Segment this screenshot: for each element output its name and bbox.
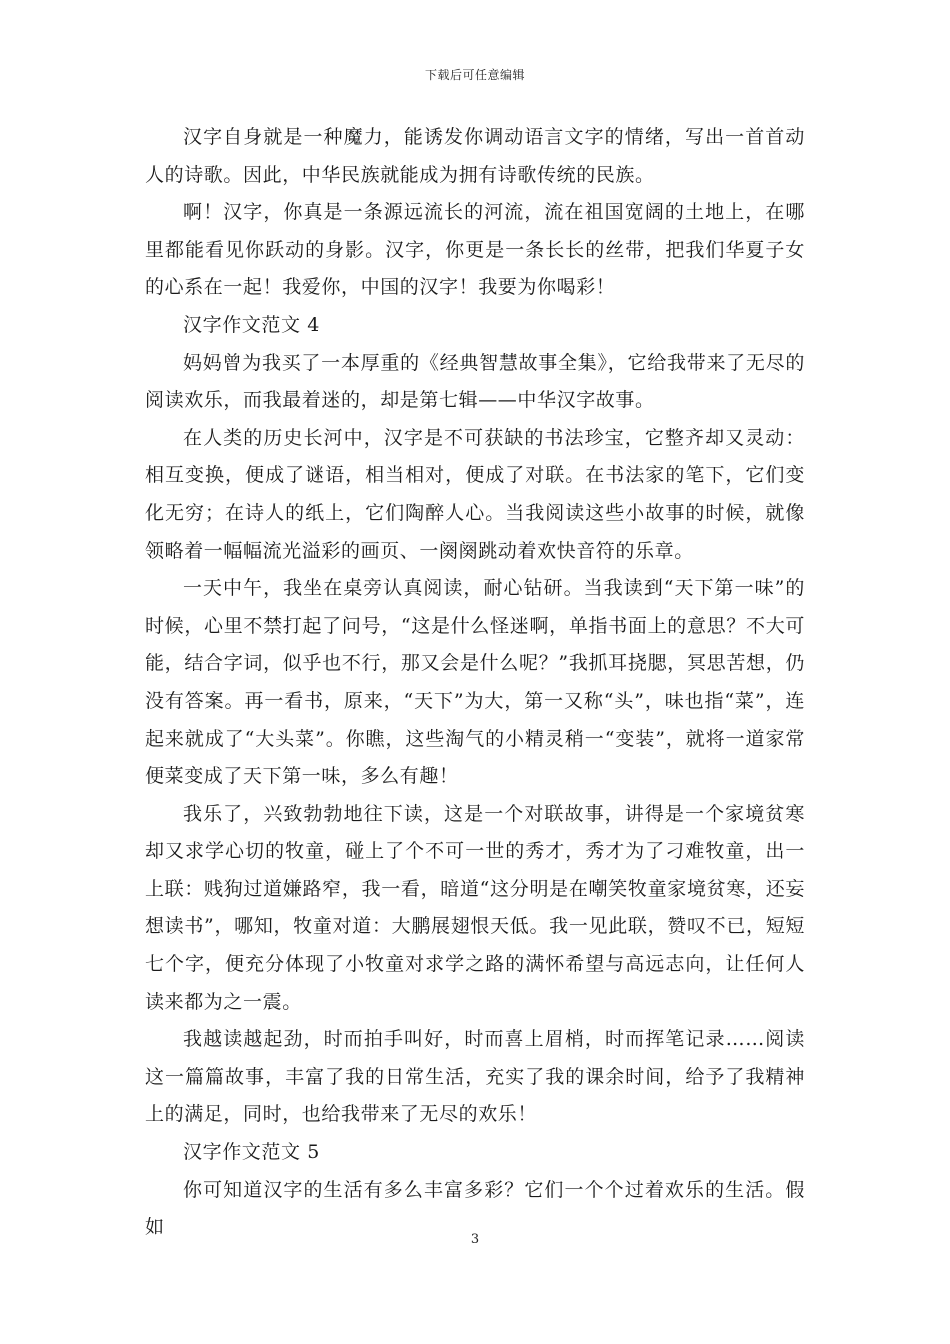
paragraph: 一天中午，我坐在桌旁认真阅读，耐心钻研。当我读到“天下第一味”的时候，心里不禁打起了问号，“这是什么怪迷啊，单指书面上的意思？不大可能，结合字词，似乎也不行，那又会是什么呢？”我抓耳挠腮，冥思苦想，仍没有答案。再一看书，原来，“天下”为大，第一又称“头”，味也指“菜”，连起来就成了“大头菜”。你瞧，这些淘气的小精灵稍一“变装”，就将一道家常便菜变成了天下第一味，多么有趣！	[145, 577, 805, 788]
page-header: 下载后可任意编辑	[424, 68, 525, 82]
document-body	[145, 119, 805, 1247]
paragraph: 我乐了，兴致勃勃地往下读，这是一个对联故事，讲得是一个家境贫寒却又求学心切的牧童，碰上了个不可一世的秀才，秀才为了刁难牧童，出一上联：贱狗过道嫌路窄，我一看，暗道“这分明是在嘲笑牧童家境贫寒，还妄想读书”，哪知，牧童对道：大鹏展翅恨天低。我一见此联，赞叹不已，短短七个字，便充分体现了小牧童对求学之路的满怀希望与高远志向，让任何人读来都为之一震。	[145, 802, 805, 1013]
section-heading: 汉字作文范文 4	[183, 313, 320, 336]
paragraph: 你可知道汉字的生活有多么丰富多彩？它们一个个过着欢乐的生活。假如	[145, 1178, 805, 1239]
page-number: 3	[470, 1232, 480, 1247]
paragraph: 在人类的历史长河中，汉字是不可获缺的书法珍宝，它整齐却又灵动：相互变换，便成了谜语，相当相对，便成了对联。在书法家的笔下，它们变化无穷；在诗人的纸上，它们陶醉人心。当我阅读这些小故事的时候，就像领略着一幅幅流光溢彩的画页、一阕阕跳动着欢快音符的乐章。	[145, 426, 805, 562]
paragraph: 我越读越起劲，时而拍手叫好，时而喜上眉梢，时而挥笔记录……阅读这一篇篇故事，丰富了我的日常生活，充实了我的课余时间，给予了我精神上的满足，同时，也给我带来了无尽的欢乐！	[145, 1028, 805, 1126]
section-heading: 汉字作文范文 5	[183, 1141, 320, 1164]
paragraph: 汉字自身就是一种魔力，能诱发你调动语言文字的情绪，写出一首首动人的诗歌。因此，中华民族就能成为拥有诗歌传统的民族。	[145, 126, 805, 186]
paragraph: 妈妈曾为我买了一本厚重的《经典智慧故事全集》，它给我带来了无尽的阅读欢乐，而我最着迷的，却是第七辑——中华汉字故事。	[145, 351, 805, 412]
paragraph: 啊！汉字，你真是一条源远流长的河流，流在祖国宽阔的土地上，在哪里都能看见你跃动的身影。汉字，你更是一条长长的丝带，把我们华夏子女的心系在一起！我爱你，中国的汉字！我要为你喝彩！	[145, 201, 805, 299]
